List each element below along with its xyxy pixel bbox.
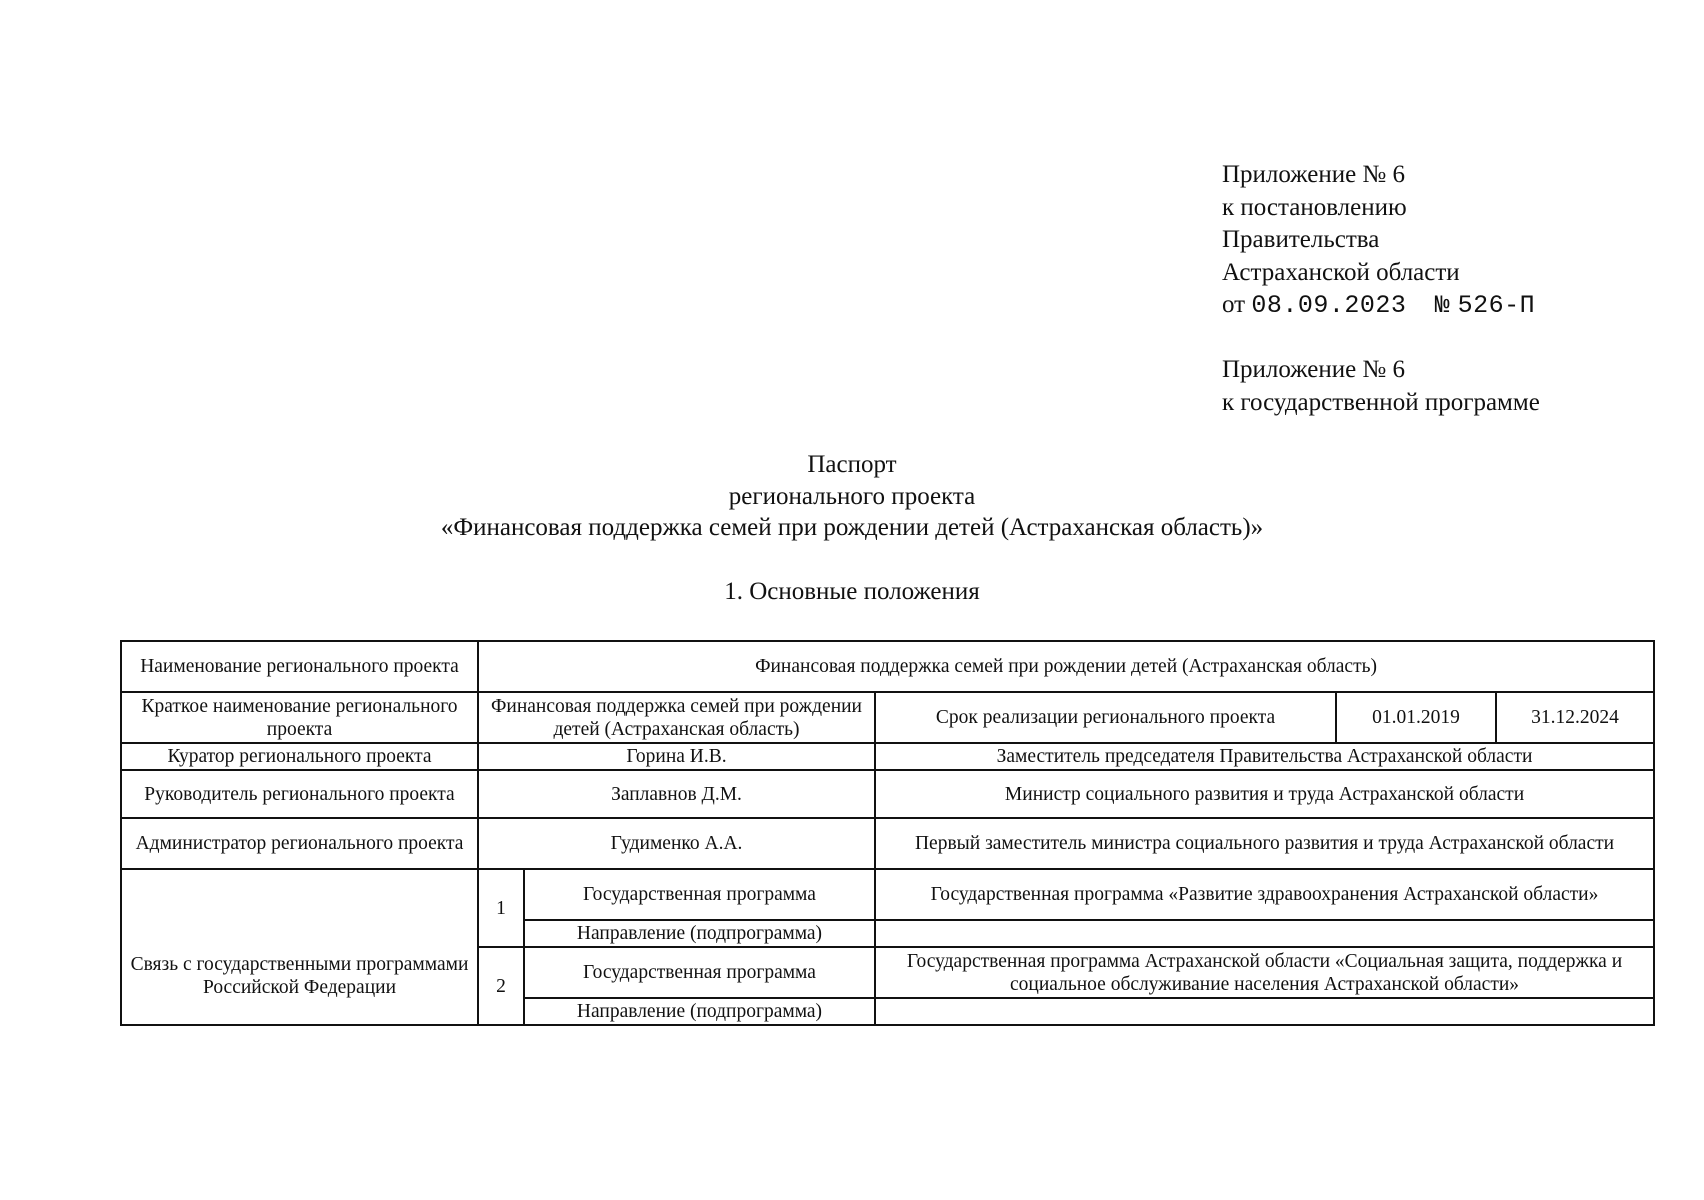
appendix-program-number: Приложение № 6	[1222, 356, 1406, 383]
title-passport: Паспорт	[807, 451, 897, 478]
appendix-to-program: к государственной программе	[1222, 388, 1540, 416]
appendix-to-resolution: к постановлению	[1222, 193, 1407, 221]
document-title	[0, 449, 1704, 544]
link-number-1: 1	[478, 869, 524, 947]
resolution-date: 08.09.2023	[1251, 291, 1407, 320]
period-label: Срок реализации регионального проекта	[875, 692, 1336, 743]
curator-name: Горина И.В.	[478, 743, 875, 770]
appendix-region: Астраханской области	[1222, 258, 1460, 286]
short-name-value: Финансовая поддержка семей при рождении детей (Астраханская область)	[478, 692, 875, 743]
project-name-label: Наименование регионального проекта	[121, 641, 478, 692]
table-row	[121, 770, 1654, 818]
direction-value-2	[875, 998, 1654, 1025]
program-label-2: Государственная программа	[524, 947, 875, 998]
curator-label: Куратор регионального проекта	[121, 743, 478, 770]
project-name-value: Финансовая поддержка семей при рождении детей (Астраханская область)	[478, 641, 1654, 692]
table-row	[121, 869, 1654, 920]
head-label: Руководитель регионального проекта	[121, 770, 478, 818]
direction-label-2: Направление (подпрограмма)	[524, 998, 875, 1025]
program-label-1: Государственная программа	[524, 869, 875, 920]
appendix-government: Правительства	[1222, 226, 1380, 253]
direction-value-1	[875, 920, 1654, 947]
period-start: 01.01.2019	[1336, 692, 1496, 743]
appendix-program-block	[1222, 354, 1540, 419]
period-end: 31.12.2024	[1496, 692, 1654, 743]
date-prefix: от	[1222, 291, 1246, 318]
head-position: Министр социального развития и труда Астраханской области	[875, 770, 1654, 818]
program-value-1: Государственная программа «Развитие здравоохранения Астраханской области»	[875, 869, 1654, 920]
administrator-position: Первый заместитель министра социального развития и труда Астраханской области	[875, 818, 1654, 869]
curator-position: Заместитель председателя Правительства Астраханской области	[875, 743, 1654, 770]
link-number-2: 2	[478, 947, 524, 1025]
number-sign: №	[1434, 291, 1450, 320]
passport-table	[120, 640, 1655, 1026]
administrator-label: Администратор регионального проекта	[121, 818, 478, 869]
short-name-label: Краткое наименование регионального проекта	[121, 692, 478, 743]
direction-label-1: Направление (подпрограмма)	[524, 920, 875, 947]
appendix-date-line	[1222, 289, 1535, 323]
administrator-name: Гудименко А.А.	[478, 818, 875, 869]
links-label: Связь с государственными программами Российской Федерации	[121, 869, 478, 1025]
title-regional-project: регионального проекта	[728, 482, 976, 510]
table-row	[121, 692, 1654, 743]
appendix-number: Приложение № 6	[1222, 161, 1406, 188]
program-value-2: Государственная программа Астраханской области «Социальная защита, поддержка и социальное обслуживание населения Астраханской области»	[875, 947, 1654, 998]
title-project-name: «Финансовая поддержка семей при рождении детей (Астраханская область)»	[440, 514, 1264, 541]
table-row	[121, 818, 1654, 869]
head-name: Заплавнов Д.М.	[478, 770, 875, 818]
table-row	[121, 641, 1654, 692]
appendix-resolution-block	[1222, 159, 1535, 323]
resolution-number: 526-П	[1457, 291, 1536, 320]
section-heading: 1. Основные положения	[724, 578, 980, 605]
table-row	[121, 743, 1654, 770]
